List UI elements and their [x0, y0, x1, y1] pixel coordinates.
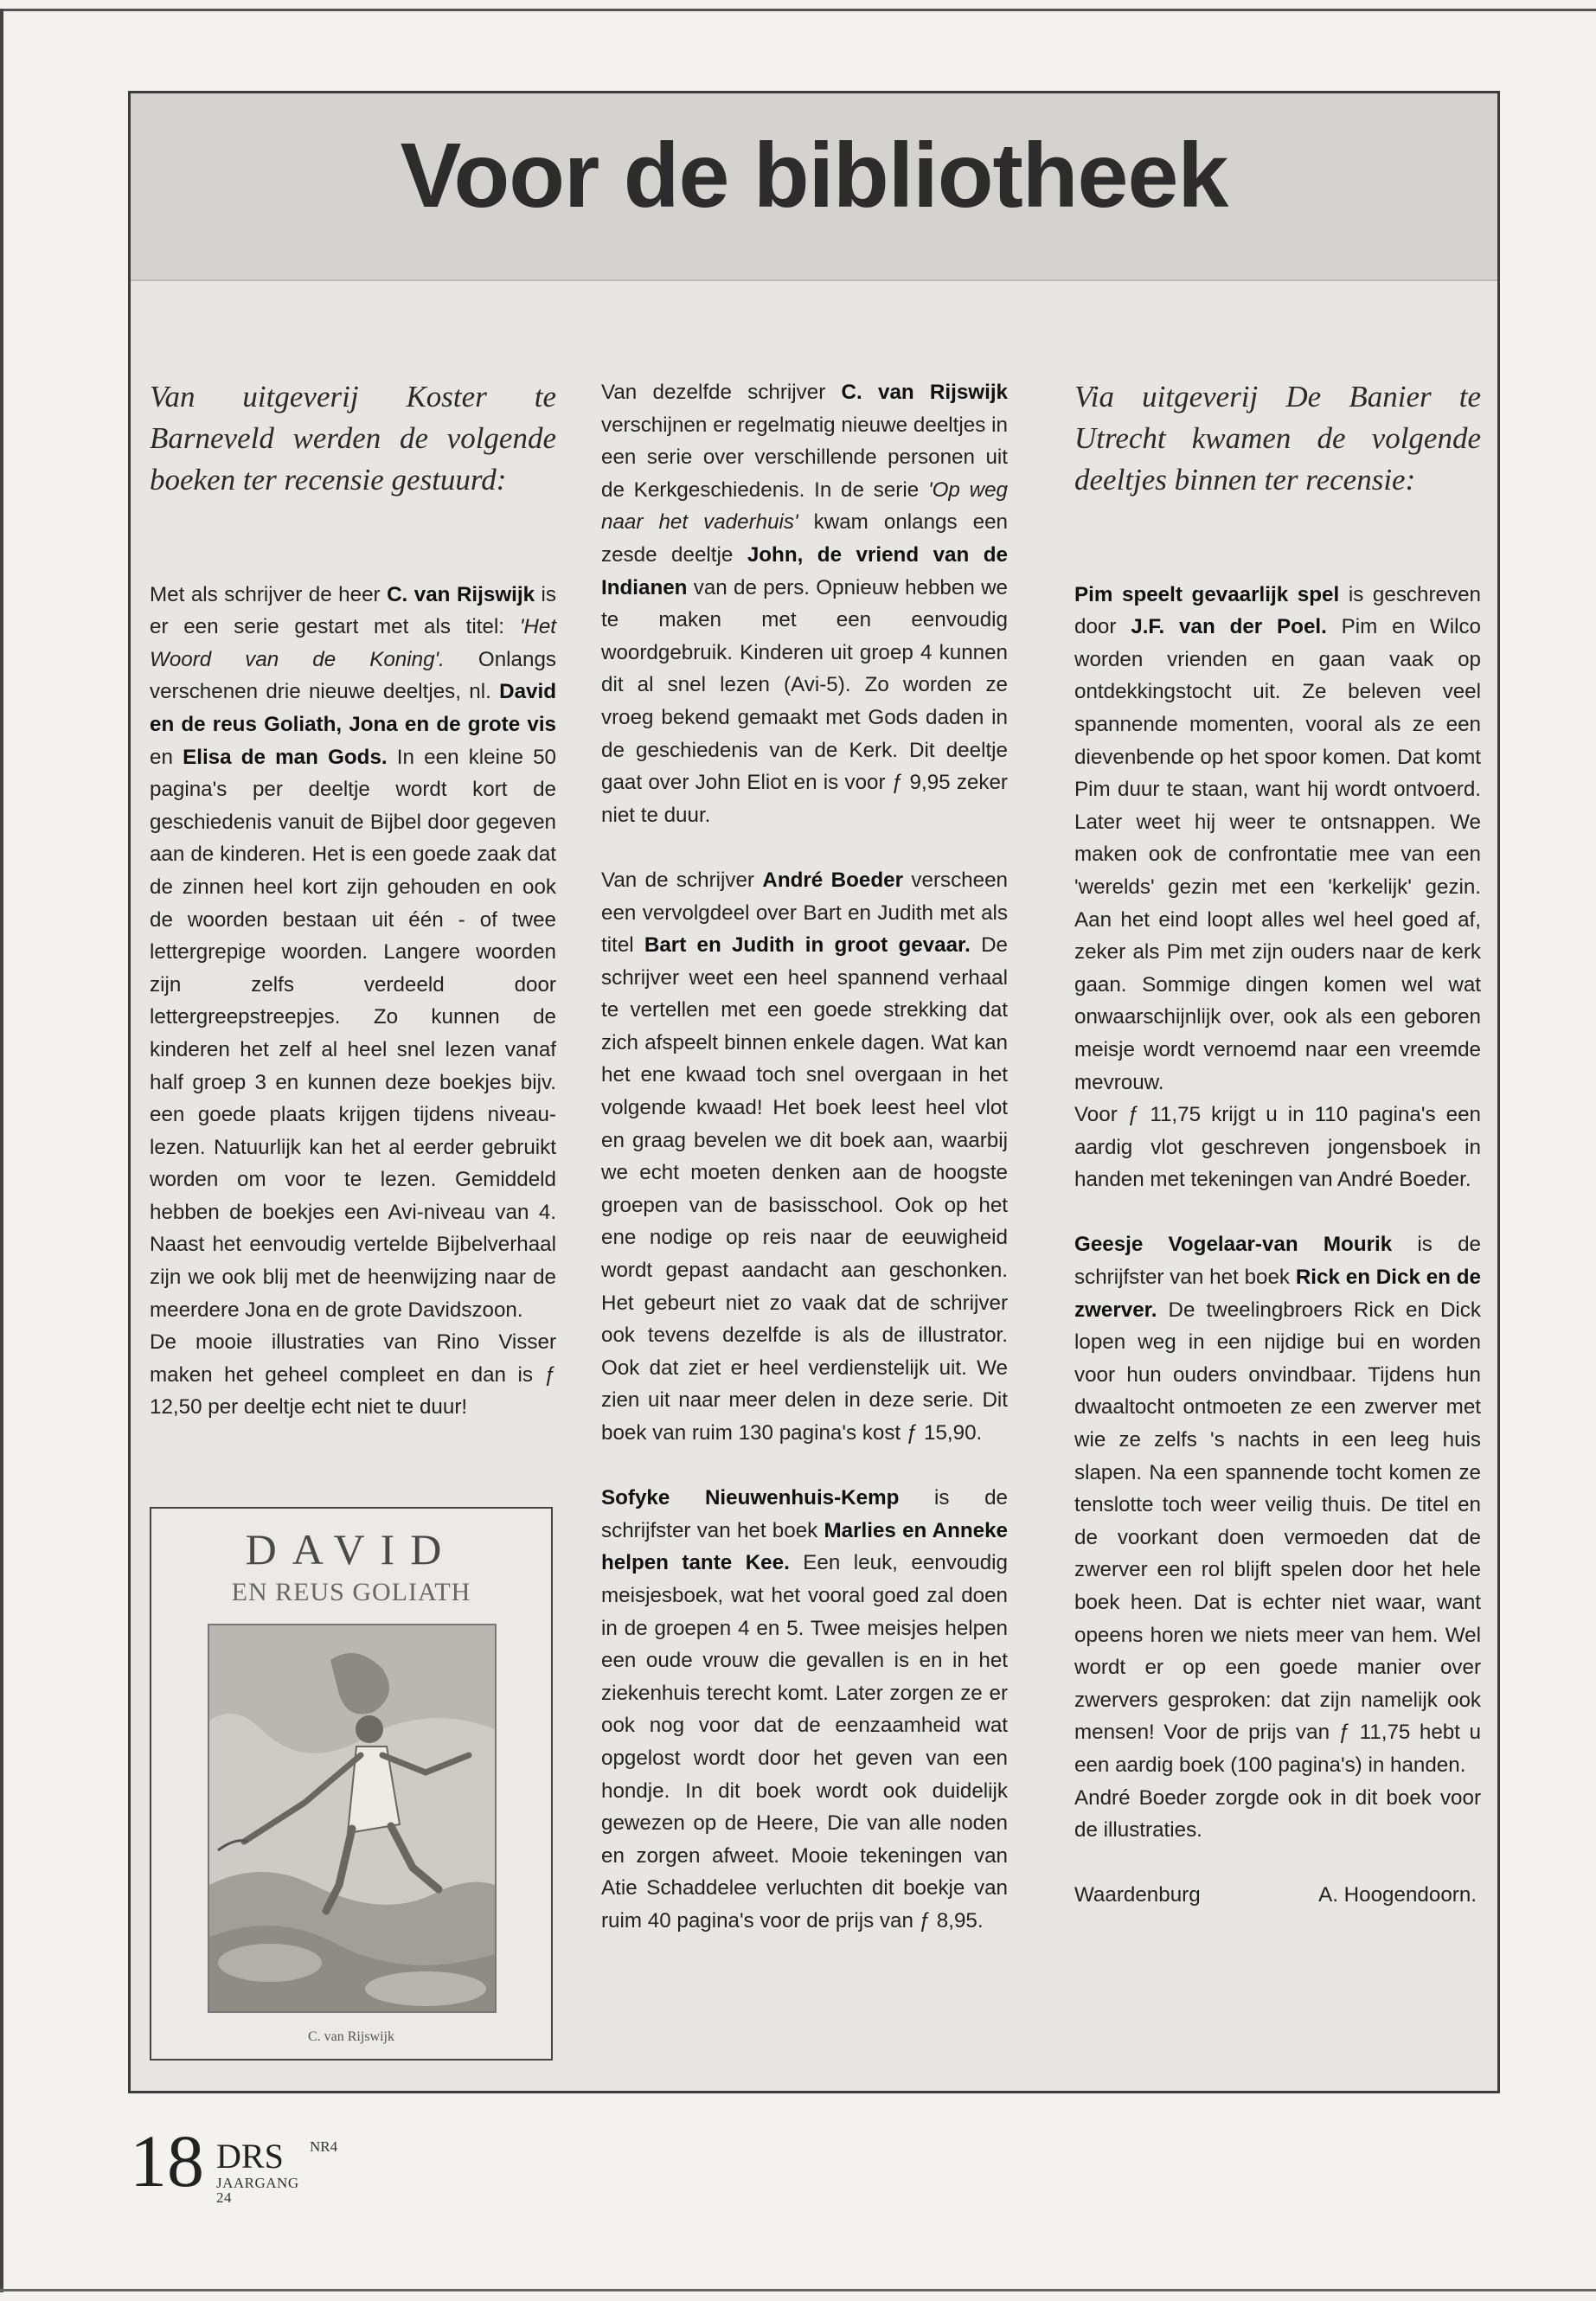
review-bart-judith: Van de schrijver André Boeder verscheen een vervolgdeel over Bart en Judith met als titel Bart en Judith in groot gevaar. De schrijver weet een heel spannend verhaal te vertellen met een goede strekking dat zich afspeelt binnen enkele dagen. Wat kan het ene kwaad toch snel overgaan in het volgende kwaad! Het boek leest heel vlot en graag bevelen we dit boek aan, waarbij we echt moeten denken aan de hoogste groepen van de basisschool. Ook op het ene nodige op reis naar de eeuwigheid wordt gepast aandacht aan geschonken. Het gebeurt niet zo vaak dat de schrijver ook tevens dezelfde is als de illustrator. Ook dat ziet er heel verdienstelijk uit. We zien uit naar meer delen in deze serie. Dit boek van ruim 130 pagina's kost ƒ 15,90.: [601, 868, 1008, 1445]
book-cover-title: DAVID: [245, 1525, 458, 1574]
book-cover-author: C. van Rijswijk: [307, 2029, 394, 2044]
review-rick-dick: Geesje Vogelaar-van Mourik is de schrijfster van het boek Rick en Dick en de zwerver. De tweelingbroers Rick en Dick lopen weg in een nijdige bui en worden voor hun ouders onvindbaar. Tijdens hun dwaaltocht ontmoeten ze een zwerver met wie ze zelfs 's nachts in een leeg huis slapen. Na een spannende tocht komen ze tenslotte toch weer veilig thuis. De titel en de voorkant doen vermoeden dat de zwerver een rol blijft spelen door het hele boek heen. Dat is echter niet waar, want opeens horen we niets meer van hem. Wel wordt er op een goede manier over zwervers gesproken: dat zijn namelijk ook mensen! Voor de prijs van ƒ 11,75 hebt u een aardig boek (100 pagina's) in handen.: [1074, 1233, 1481, 1777]
column-3: [1074, 376, 1481, 1912]
review-illustrations: De mooie illustraties van Rino Visser maken het geheel compleet en dan is ƒ 12,50 per deeltje echt niet te duur!: [150, 1330, 556, 1420]
book-cover-illustration: [208, 1624, 497, 2013]
volume-year: JAARGANG 24: [216, 2175, 299, 2206]
review-pim: Pim speelt gevaarlijk spel is geschreven door J.F. van der Poel. Pim en Wilco worden vrienden en gaan vaak op ontdekkingstocht uit. Ze beleven veel spannende momenten, vooral als ze een dievenbende op het spoor komen. Dat komt Pim duur te staan, want hij wordt ontvoerd. Later weet hij weer te ontsnappen. We maken ook de confrontatie mee van een 'werelds' gezin met een 'kerkelijk' gezin. Aan het eind loopt alles wel heel goed af, zeker als Pim met zijn ouders naar de kerk gaan. Sommige dingen komen wel wat onwaarschijnlijk over, ook als een geboren meisje wordt vernoemd naar een vreemde mevrouw.: [1074, 582, 1482, 1094]
page-number: 18: [130, 2119, 204, 2202]
signature: [1074, 1879, 1477, 1912]
issue-number: NR4: [310, 2138, 338, 2155]
review-pim-price: Voor ƒ 11,75 krijgt u in 110 pagina's een aardig vlot geschreven jongensboek in handen met tekeningen van André Boeder.: [1074, 1103, 1481, 1192]
intro-banier: Via uitgeverij De Banier te Utrecht kwamen de volgende deeltjes binnen ter recensie:: [1074, 380, 1481, 497]
review-john-indianen: Van dezelfde schrijver C. van Rijswijk verschijnen er regelmatig nieuwe deeltjes in een serie over verschillende personen uit de Kerkgeschiedenis. In de serie 'Op weg naar het vaderhuis' kwam onlangs een zesde deeltje John, de vriend van de Indianen van de pers. Opnieuw hebben we te maken met een eenvoudig woordgebruik. Kinderen uit groep 4 kunnen dit al snel lezen (Avi-5). Zo worden ze vroeg bekend gemaakt met Gods daden in de geschiedenis van de Kerk. Dit deeltje gaat over John Eliot en is voor ƒ 9,95 zeker niet te duur.: [601, 381, 1009, 827]
scan-edge-left: [0, 9, 3, 2292]
column-1: [150, 376, 556, 1457]
scan-edge-top: [0, 9, 1596, 11]
review-rijswijk-koning: Met als schrijver de heer C. van Rijswijk is er een serie gestart met als titel: 'Het Woord van de Koning'. Onlangs verschenen drie nieuwe deeltjes, nl. David en de reus Goliath, Jona en de grote vis en Elisa de man Gods. In een kleine 50 pagina's per deeltje wordt kort de geschiedenis vanuit de Bijbel door gegeven aan de kinderen. Het is een goede zaak dat de zinnen heel kort zijn gehouden en ook de woorden bestaan uit één - of twee lettergrepige woorden. Langere woorden zijn zelfs verdeeld door lettergreepstreepjes. Zo kunnen de kinderen het zelf al heel snel lezen vanaf half groep 3 en kunnen deze boekjes bijv. een goede plaats krijgen tijdens niveau-lezen. Natuurlijk kan het al eerder gebruikt worden om voor te lezen. Gemiddeld hebben de boekjes een Avi-niveau van 4. Naast het eenvoudig vertelde Bijbelverhaal zijn we ook blij met de heenwijzing naar de meerdere Jona en de grote Davidszoon.: [150, 582, 556, 1322]
review-rick-dick-illustrations: André Boeder zorgde ook in dit boek voor de illustraties.: [1074, 1785, 1481, 1843]
book-cover-david: [150, 1507, 553, 2061]
page-title: Voor de bibliotheek: [400, 125, 1228, 227]
book-cover-subtitle: EN REUS GOLIATH: [231, 1578, 471, 1606]
signature-author: A. Hoogendoorn.: [1318, 1883, 1477, 1907]
intro-koster: Van uitgeverij Koster te Barneveld werden de volgende boeken ter recensie gestuurd:: [150, 380, 556, 497]
magazine-name: DRS: [216, 2137, 284, 2176]
scan-edge-bottom: [0, 2289, 1596, 2291]
signature-place: Waardenburg: [1074, 1883, 1201, 1907]
column-2: [601, 376, 1008, 1970]
review-marlies-anneke: Sofyke Nieuwenhuis-Kemp is de schrijfster van het boek Marlies en Anneke helpen tante Kee. Een leuk, eenvoudig meisjesboek, wat het vooral goed zal doen in de groepen 4 en 5. Twee meisjes helpen een oude vrouw die gevallen is en in het ziekenhuis terecht komt. Later zorgen ze er ook nog voor dat de eenzaamheid wat opgelost wordt door het geven van een hondje. In dit boek wordt ook duidelijk gewezen op de Heere, Die van alle noden en zorgen afweet. Mooie tekeningen van Atie Schaddelee verluchten dit boekje van ruim 40 pagina's voor de prijs van ƒ 8,95.: [601, 1486, 1009, 1932]
david-illustration-icon: [209, 1625, 495, 2011]
title-band: [131, 93, 1497, 281]
